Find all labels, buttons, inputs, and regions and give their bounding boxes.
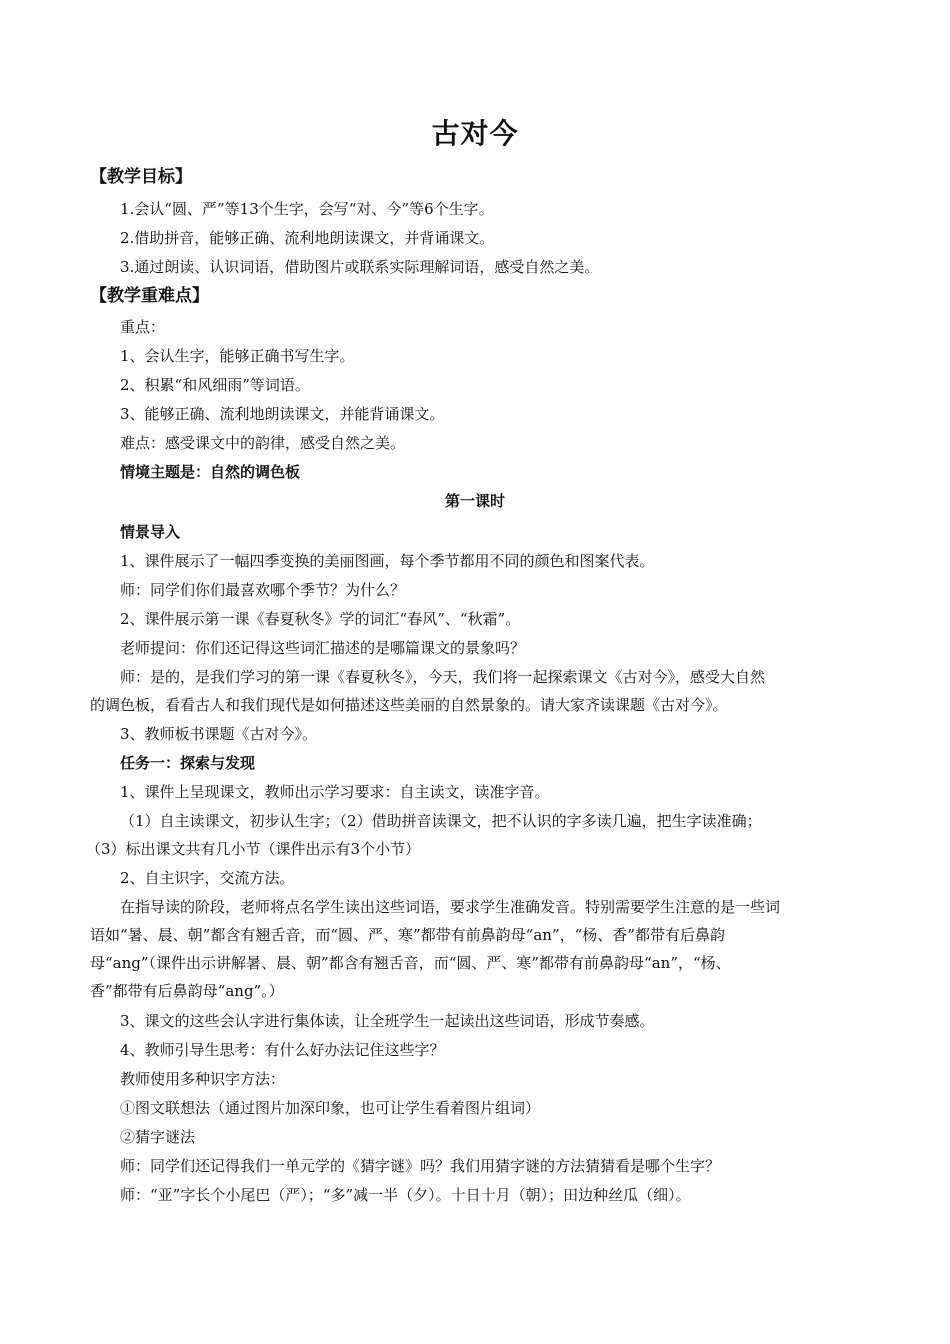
text-line: 重点： — [120, 318, 166, 336]
text-line: 3、能够正确、流利地朗读课文，并能背诵课文。 — [120, 405, 445, 423]
text-line: 教师使用多种识字方法： — [120, 1070, 286, 1088]
text-line: 师：是的，是我们学习的第一课《春夏秋冬》，今天，我们将一起探索课文《古对今》，感受大自然 — [120, 668, 766, 686]
text-line: （3）标出课文共有几小节（课件出示有3个小节） — [86, 840, 421, 858]
section-heading: 【教学目标】 — [90, 167, 192, 187]
text-line: 香”都带有后鼻韵母“ang”。） — [90, 982, 284, 1000]
text-line: 老师提问：你们还记得这些词汇描述的是哪篇课文的景象吗？ — [120, 639, 526, 657]
text-line: 师：同学们还记得我们一单元学的《猜字谜》吗？我们用猜字谜的方法猜猜看是哪个生字？ — [120, 1157, 721, 1175]
text-line: 师：“亚”字长个小尾巴（严）；“多”减一半（夕）。十日十月（朝）；田边种丝瓜（细）。 — [120, 1186, 691, 1204]
lesson-heading: 第一课时 — [444, 492, 505, 510]
text-line: 2、课件展示第一课《春夏秋冬》学的词汇“春风”、“秋霜”。 — [120, 610, 521, 628]
text-line: 2、自主识字，交流方法。 — [120, 869, 295, 887]
text-line: 3.通过朗读、认识词语，借助图片或联系实际理解词语，感受自然之美。 — [120, 258, 600, 276]
text-line: 1、会认生字，能够正确书写生字。 — [120, 347, 355, 365]
subheading: 情境主题是：自然的调色板 — [120, 463, 301, 481]
text-line: 语如“暑、晨、朝”都含有翘舌音，而“圆、严、寒”都带有前鼻韵母“an”，“杨、香”都带有后鼻韵 — [90, 926, 725, 944]
text-line: 4、教师引导生思考：有什么好办法记住这些字？ — [120, 1041, 445, 1059]
subheading: 情景导入 — [120, 523, 181, 541]
text-line: 3、课文的这些会认字进行集体读，让全班学生一起读出这些词语，形成节奏感。 — [120, 1012, 655, 1030]
section-heading: 【教学重难点】 — [90, 286, 209, 306]
text-line: 在指导读的阶段，老师将点名学生读出这些词语，要求学生准确发音。特别需要学生注意的是一些词 — [120, 898, 781, 916]
text-line: 母“ang”（课件出示讲解暑、晨、朝”都含有翘舌音，而“圆、严、寒”都带有前鼻韵母“an”，“杨、 — [90, 954, 731, 972]
text-line: 2.借助拼音，能够正确、流利地朗读课文，并背诵课文。 — [120, 229, 495, 247]
text-line: 师：同学们你们最喜欢哪个季节？为什么？ — [120, 581, 406, 599]
subheading: 任务一：探索与发现 — [120, 754, 256, 772]
text-line: ①图文联想法（通过图片加深印象，也可让学生看着图片组词） — [120, 1099, 541, 1117]
text-line: （1）自主读课文，初步认生字；（2）借助拼音读课文，把不认识的字多读几遍，把生字读准确； — [120, 812, 762, 830]
text-line: 2、积累“和风细雨”等词语。 — [120, 376, 310, 394]
page-title: 古对今 — [431, 117, 519, 150]
text-line: 1.会认“圆、严”等13个生字，会写“对、今”等6个生字。 — [120, 200, 494, 218]
text-line: 1、课件上呈现课文，教师出示学习要求：自主读文，读准字音。 — [120, 783, 550, 801]
text-line: 的调色板，看看古人和我们现代是如何描述这些美丽的自然景象的。请大家齐读课题《古对今》。 — [90, 696, 728, 714]
text-line: 难点：感受课文中的韵律，感受自然之美。 — [120, 434, 406, 452]
text-line: 1、课件展示了一幅四季变换的美丽图画，每个季节都用不同的颜色和图案代表。 — [120, 552, 655, 570]
text-line: ②猜字谜法 — [120, 1128, 196, 1146]
text-line: 3、教师板书课题《古对今》。 — [120, 725, 318, 743]
